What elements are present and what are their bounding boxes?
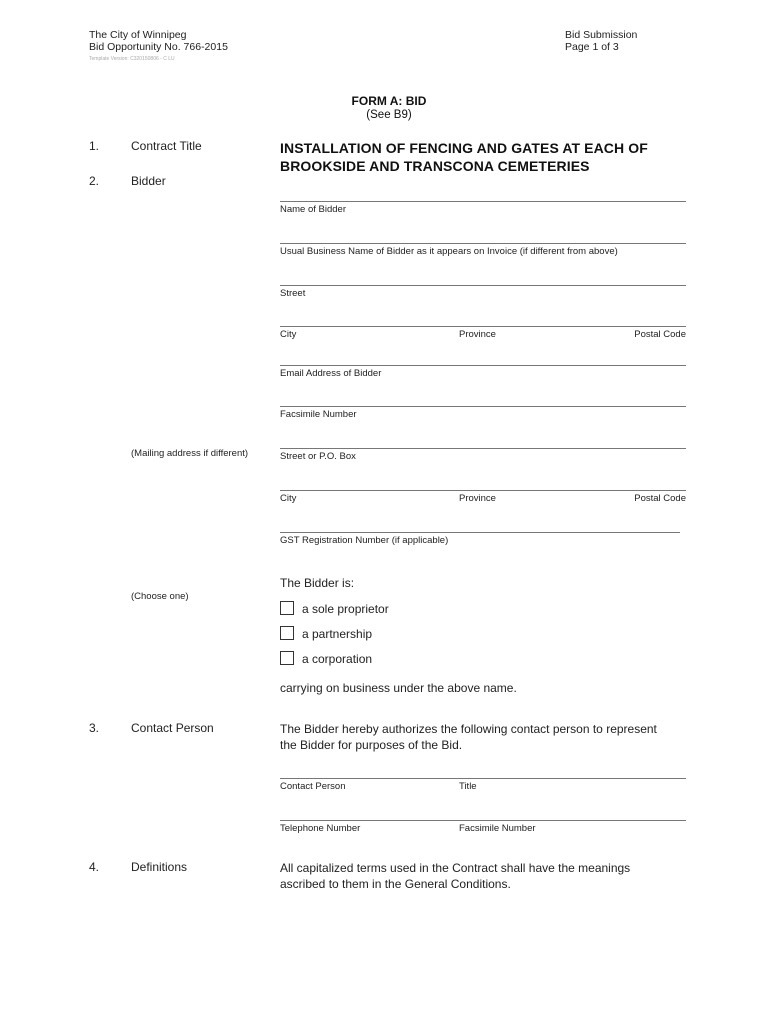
mailing-city-caption: City [280,493,297,504]
header-bid-number: Bid Opportunity No. 766-2015 [89,41,228,53]
contract-title-line-2: BROOKSIDE AND TRANSCONA CEMETERIES [280,158,590,174]
street-caption: Street [280,288,306,299]
item-label-contact-person: Contact Person [131,721,214,735]
sole-proprietor-label: a sole proprietor [302,602,389,616]
gst-number-caption: GST Registration Number (if applicable) [280,535,449,546]
contact-title-caption: Title [459,781,477,792]
province-caption: Province [459,329,496,340]
contact-fax-caption: Facsimile Number [459,823,536,834]
item-number-3: 3. [89,721,100,735]
mailing-city-province-postal-field[interactable] [280,490,686,491]
fax-field[interactable] [280,406,686,407]
contact-authorization-line-1: The Bidder hereby authorizes the following contact person to represent [280,722,657,736]
city-caption: City [280,329,297,340]
header-org: The City of Winnipeg [89,29,187,41]
header-section: Bid Submission [565,29,638,41]
contact-person-title-field[interactable] [280,778,686,779]
business-name-caption: Usual Business Name of Bidder as it appears on Invoice (if different from above) [280,246,618,257]
choose-one-note: (Choose one) [131,591,189,602]
contact-phone-fax-field[interactable] [280,820,686,821]
street-po-box-field[interactable] [280,448,686,449]
partnership-checkbox[interactable] [280,626,294,640]
header-template-version: Template Version: C320150806 - C LU [89,56,175,62]
mailing-postal-code-caption: Postal Code [634,493,686,504]
form-subtitle: (See B9) [366,109,412,121]
corporation-label: a corporation [302,652,373,666]
definitions-line-1: All capitalized terms used in the Contract shall have the meanings [280,861,631,875]
email-field[interactable] [280,365,686,366]
header-page-number: Page 1 of 3 [565,41,619,53]
fax-caption: Facsimile Number [280,409,357,420]
street-field[interactable] [280,285,686,286]
email-caption: Email Address of Bidder [280,368,382,379]
gst-number-field[interactable] [280,532,680,533]
carrying-on-business-text: carrying on business under the above name. [280,681,517,695]
bidder-is-label: The Bidder is: [280,576,355,590]
name-of-bidder-caption: Name of Bidder [280,204,347,215]
telephone-number-caption: Telephone Number [280,823,361,834]
contact-person-caption: Contact Person [280,781,346,792]
corporation-checkbox[interactable] [280,651,294,665]
name-of-bidder-field[interactable] [280,201,686,202]
contract-title-line-1: INSTALLATION OF FENCING AND GATES AT EACH OF [280,140,648,156]
contact-authorization-line-2: the Bidder for purposes of the Bid. [280,738,463,752]
item-label-definitions: Definitions [131,860,188,874]
street-po-box-caption: Street or P.O. Box [280,451,356,462]
item-number-2: 2. [89,174,100,188]
form-title: FORM A: BID [351,94,427,108]
sole-proprietor-checkbox[interactable] [280,601,294,615]
partnership-label: a partnership [302,627,373,641]
item-number-1: 1. [89,139,100,153]
mailing-province-caption: Province [459,493,496,504]
postal-code-caption: Postal Code [634,329,686,340]
city-province-postal-field[interactable] [280,326,686,327]
business-name-field[interactable] [280,243,686,244]
item-label-contract-title: Contract Title [131,139,202,153]
item-label-bidder: Bidder [131,174,166,188]
item-number-4: 4. [89,860,100,874]
mailing-address-note: (Mailing address if different) [131,448,249,459]
definitions-line-2: ascribed to them in the General Conditions. [280,877,511,891]
